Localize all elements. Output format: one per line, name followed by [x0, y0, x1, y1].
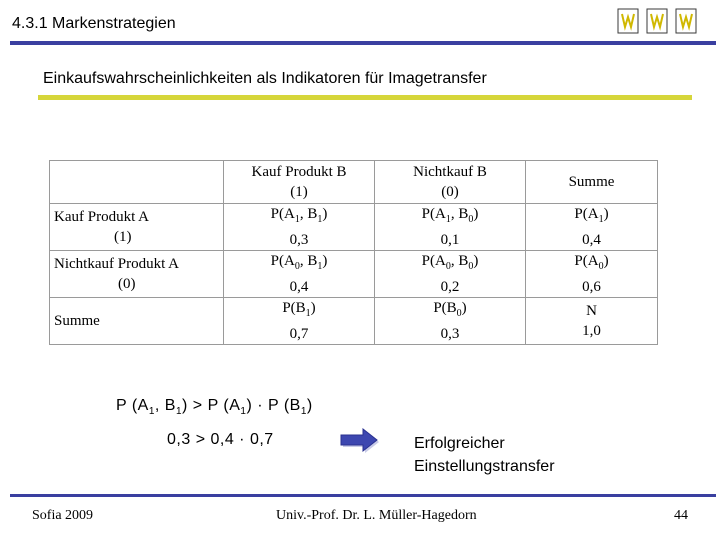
cell-p-a0: $P(A_0)$ 0,6 [526, 251, 658, 298]
cell-p-a0-b1: $P(A_0$, $B_1$) 0,4 [224, 251, 375, 298]
header-nichtkauf-b: Nichtkauf B (0) [375, 161, 526, 204]
probability-table [49, 160, 658, 345]
cell-p-a1-b1: $P(A_1$, $B_1$) 0,3 [224, 204, 375, 251]
slide-subtitle: Einkaufswahrscheinlichkeiten als Indikatoren für Imagetransfer [43, 70, 487, 87]
conclusion-text: Erfolgreicher Einstellungstransfer [414, 435, 555, 475]
footer-author: Univ.-Prof. Dr. L. Müller-Hagedorn [276, 508, 477, 523]
footer-divider [10, 494, 716, 497]
footer-date: Sofia 2009 [32, 508, 94, 523]
right-arrow-icon [340, 428, 380, 459]
header-kauf-b: Kauf Produkt B (1) [224, 161, 375, 204]
cell-n: N 1,0 [526, 298, 658, 345]
cell-p-b1: $P(B_1)$ 0,7 [224, 298, 375, 345]
cell-p-a1: $P(A_1)$ 0,4 [526, 204, 658, 251]
subtitle-underline [38, 95, 692, 100]
slide-title: 4.3.1 Markenstrategien [12, 15, 176, 32]
table-corner-cell [50, 161, 224, 204]
cell-p-b0: $P(B_0)$ 0,3 [375, 298, 526, 345]
table-row [50, 204, 658, 251]
cell-p-a0-b0: $P(A_0$, $B_0$) 0,2 [375, 251, 526, 298]
table-header-row [50, 161, 658, 204]
inequality-formula: P ($A_1$, $B_1) > P$ $(A_1) \cdot P$ $(B_1)$ [116, 397, 313, 418]
table-row [50, 298, 658, 345]
page-number: 44 [674, 508, 688, 523]
row-label-nichtkauf-a: Nichtkauf Produkt A (0) [50, 251, 224, 298]
table-row [50, 251, 658, 298]
row-label-summe: Summe [50, 298, 224, 345]
header-divider [10, 41, 716, 45]
university-logo-icon [617, 8, 639, 34]
university-logo-icon [646, 8, 668, 34]
header-summe: Summe [526, 161, 658, 204]
calculation-line: 0,3 > 0,4 · 0,7 [167, 431, 274, 448]
university-logo-icon [675, 8, 697, 34]
cell-p-a1-b0: $P(A_1$, $B_0$) 0,1 [375, 204, 526, 251]
row-label-kauf-a: Kauf Produkt A (1) [50, 204, 224, 251]
